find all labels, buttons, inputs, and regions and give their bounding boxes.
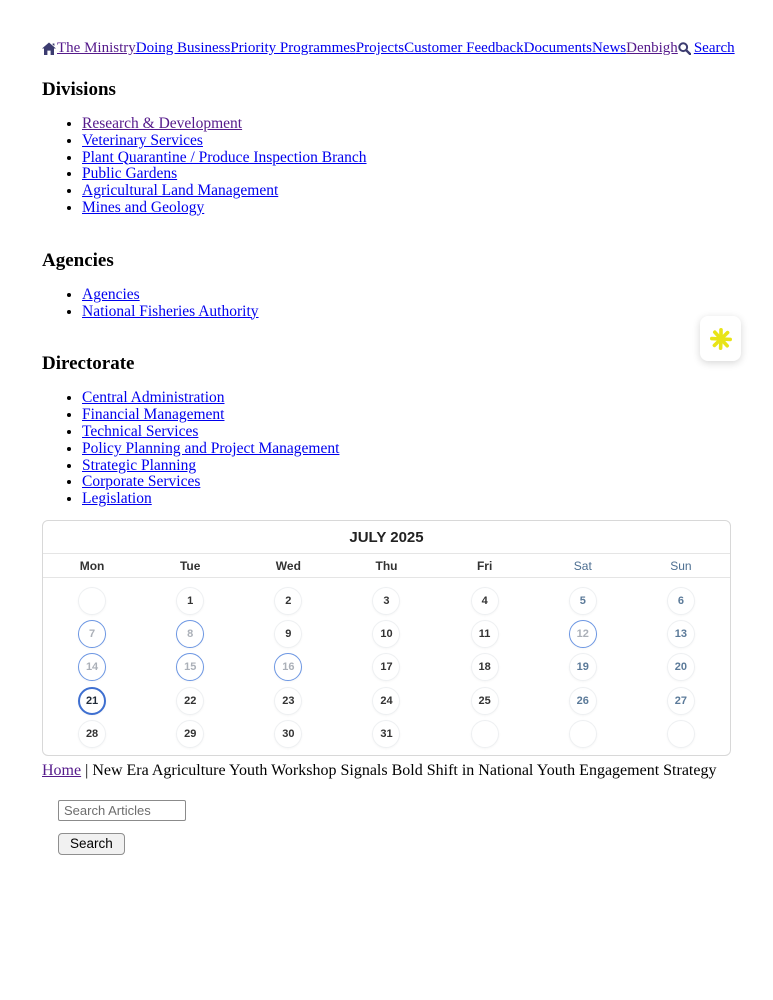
- calendar-cell: [632, 617, 730, 650]
- calendar-weekday-fri: Fri: [476, 558, 493, 573]
- link-mines-and-geology[interactable]: Mines and Geology: [82, 198, 205, 216]
- calendar-cell: [239, 718, 337, 751]
- calendar-day-22: 22: [176, 687, 204, 715]
- home-icon-glyph: [42, 42, 56, 56]
- link-public-gardens[interactable]: Public Gardens: [82, 165, 178, 183]
- calendar-day-15[interactable]: 15: [176, 653, 204, 681]
- calendar-day-13: 13: [667, 620, 695, 648]
- calendar-day-11: 11: [471, 620, 499, 648]
- nav-link-the-ministry[interactable]: The Ministry: [57, 40, 136, 56]
- calendar-day-6: 6: [667, 587, 695, 615]
- section-title-divisions: Divisions: [42, 79, 116, 100]
- calendar-day-26: 26: [569, 687, 597, 715]
- link-central-administration[interactable]: Central Administration: [82, 389, 225, 407]
- link-agencies[interactable]: Agencies: [82, 285, 140, 303]
- link-sections: [42, 80, 731, 508]
- calendar-day-17: 17: [372, 653, 400, 681]
- calendar-cell: [337, 617, 435, 650]
- calendar-day-12[interactable]: 12: [569, 620, 597, 648]
- list-item: [82, 491, 731, 508]
- breadcrumb-home-link[interactable]: Home: [42, 761, 82, 779]
- calendar-cell: [43, 684, 141, 717]
- calendar-weekday-thu: Thu: [375, 558, 398, 573]
- calendar-cell: [337, 718, 435, 751]
- calendar-grid: [43, 578, 730, 755]
- list-item: [82, 424, 731, 441]
- calendar-weekday-sun: Sun: [670, 558, 692, 573]
- calendar-cell: [337, 584, 435, 617]
- calendar-cell: [534, 651, 632, 684]
- calendar-cell: [534, 718, 632, 751]
- calendar-day-24: 24: [372, 687, 400, 715]
- section-list-directorate: [42, 390, 731, 508]
- section-list-divisions: [42, 116, 731, 217]
- list-item: [82, 304, 731, 321]
- breadcrumb-separator: |: [85, 761, 89, 779]
- calendar: [42, 520, 731, 756]
- calendar-weekday-sat: Sat: [573, 558, 592, 573]
- list-item: [82, 458, 731, 475]
- calendar-cell: [632, 684, 730, 717]
- home-icon[interactable]: [42, 42, 56, 56]
- link-corporate-services[interactable]: Corporate Services: [82, 473, 201, 491]
- calendar-day-2: 2: [274, 587, 302, 615]
- calendar-day-27: 27: [667, 687, 695, 715]
- breadcrumb: [42, 762, 731, 780]
- calendar-day-23: 23: [274, 687, 302, 715]
- link-agricultural-land-management[interactable]: Agricultural Land Management: [82, 182, 279, 200]
- calendar-day-25: 25: [471, 687, 499, 715]
- nav-link-denbigh[interactable]: Denbigh: [626, 40, 678, 56]
- link-technical-services[interactable]: Technical Services: [82, 422, 199, 440]
- link-national-fisheries-authority[interactable]: National Fisheries Authority: [82, 302, 259, 320]
- calendar-cell: [239, 617, 337, 650]
- calendar-cell: [43, 651, 141, 684]
- calendar-cell: [141, 718, 239, 751]
- calendar-cell: [337, 651, 435, 684]
- link-financial-management[interactable]: Financial Management: [82, 406, 225, 424]
- link-strategic-planning[interactable]: Strategic Planning: [82, 456, 197, 474]
- calendar-day-empty: [471, 720, 499, 748]
- calendar-cell: [141, 584, 239, 617]
- calendar-cell: [436, 584, 534, 617]
- calendar-day-5: 5: [569, 587, 597, 615]
- list-item: [82, 166, 731, 183]
- nav-link-news[interactable]: News: [591, 40, 627, 56]
- calendar-cell: [632, 651, 730, 684]
- calendar-month-title: JULY 2025: [43, 521, 730, 554]
- calendar-weekday-tue: Tue: [179, 558, 201, 573]
- calendar-day-empty: [569, 720, 597, 748]
- calendar-day-empty: [667, 720, 695, 748]
- calendar-day-1: 1: [176, 587, 204, 615]
- calendar-cell: [141, 651, 239, 684]
- nav-link-documents[interactable]: Documents: [523, 40, 592, 56]
- calendar-cell: [141, 617, 239, 650]
- calendar-cell: [43, 617, 141, 650]
- section-title-directorate: Directorate: [42, 353, 135, 375]
- list-item: [82, 150, 731, 167]
- calendar-day-21[interactable]: 21: [78, 687, 106, 715]
- calendar-day-3: 3: [372, 587, 400, 615]
- calendar-day-14[interactable]: 14: [78, 653, 106, 681]
- nav-link-priority-programmes[interactable]: Priority Programmes: [230, 40, 356, 56]
- nav-search-label: Search: [693, 40, 735, 56]
- calendar-day-empty: [78, 587, 106, 615]
- top-nav: [42, 40, 735, 57]
- calendar-cell: [436, 617, 534, 650]
- article-search-button[interactable]: Search: [58, 833, 125, 855]
- nav-links: [57, 40, 678, 57]
- breadcrumb-page-title: New Era Agriculture Youth Workshop Signals Bold Shift in National Youth Engagement Strategy: [92, 761, 717, 779]
- calendar-cell: [534, 584, 632, 617]
- calendar-cell: [43, 718, 141, 751]
- article-search-input[interactable]: [58, 800, 186, 821]
- calendar-cell: [239, 584, 337, 617]
- link-plant-quarantine-produce-inspection-branch[interactable]: Plant Quarantine / Produce Inspection Branch: [82, 148, 367, 166]
- calendar-day-10: 10: [372, 620, 400, 648]
- calendar-cell: [239, 651, 337, 684]
- nav-link-customer-feedback[interactable]: Customer Feedback: [404, 40, 524, 56]
- calendar-weekday-header: [43, 554, 730, 578]
- nav-search-link[interactable]: [678, 40, 735, 57]
- calendar-day-20: 20: [667, 653, 695, 681]
- calendar-cell: [436, 684, 534, 717]
- calendar-day-31: 31: [372, 720, 400, 748]
- list-item: [82, 183, 731, 200]
- calendar-cell: [534, 684, 632, 717]
- list-item: [82, 390, 731, 407]
- accessibility-widget-button[interactable]: [700, 316, 741, 361]
- link-research-development[interactable]: Research & Development: [82, 115, 243, 132]
- calendar-cell: [436, 651, 534, 684]
- section-title-agencies: Agencies: [42, 249, 114, 271]
- link-policy-planning-and-project-management[interactable]: Policy Planning and Project Management: [82, 439, 340, 457]
- calendar-day-29: 29: [176, 720, 204, 748]
- calendar-cell: [632, 584, 730, 617]
- calendar-day-4: 4: [471, 587, 499, 615]
- calendar-day-8[interactable]: 8: [176, 620, 204, 648]
- calendar-day-18: 18: [471, 653, 499, 681]
- calendar-cell: [436, 718, 534, 751]
- calendar-day-16[interactable]: 16: [274, 653, 302, 681]
- link-legislation[interactable]: Legislation: [82, 490, 152, 508]
- calendar-cell: [239, 684, 337, 717]
- list-item: [82, 441, 731, 458]
- list-item: [82, 133, 731, 150]
- section-list-agencies: [42, 287, 731, 321]
- nav-link-doing-business[interactable]: Doing Business: [135, 40, 231, 56]
- list-item: [82, 474, 731, 491]
- list-item: [82, 407, 731, 424]
- list-item: [82, 116, 731, 133]
- calendar-cell: [534, 617, 632, 650]
- list-item: [82, 200, 731, 217]
- calendar-day-28: 28: [78, 720, 106, 748]
- nav-link-projects[interactable]: Projects: [355, 40, 405, 56]
- calendar-cell: [337, 684, 435, 717]
- calendar-weekday-wed: Wed: [275, 558, 301, 573]
- calendar-cell: [141, 684, 239, 717]
- article-search-form: [58, 800, 731, 855]
- calendar-day-7[interactable]: 7: [78, 620, 106, 648]
- calendar-day-9: 9: [274, 620, 302, 648]
- list-item: [82, 287, 731, 304]
- calendar-day-30: 30: [274, 720, 302, 748]
- calendar-weekday-mon: Mon: [79, 558, 105, 573]
- calendar-cell: [43, 584, 141, 617]
- calendar-day-19: 19: [569, 653, 597, 681]
- asterisk-burst-icon: [709, 327, 733, 351]
- link-veterinary-services[interactable]: Veterinary Services: [82, 131, 203, 149]
- search-icon: [678, 42, 691, 55]
- calendar-cell: [632, 718, 730, 751]
